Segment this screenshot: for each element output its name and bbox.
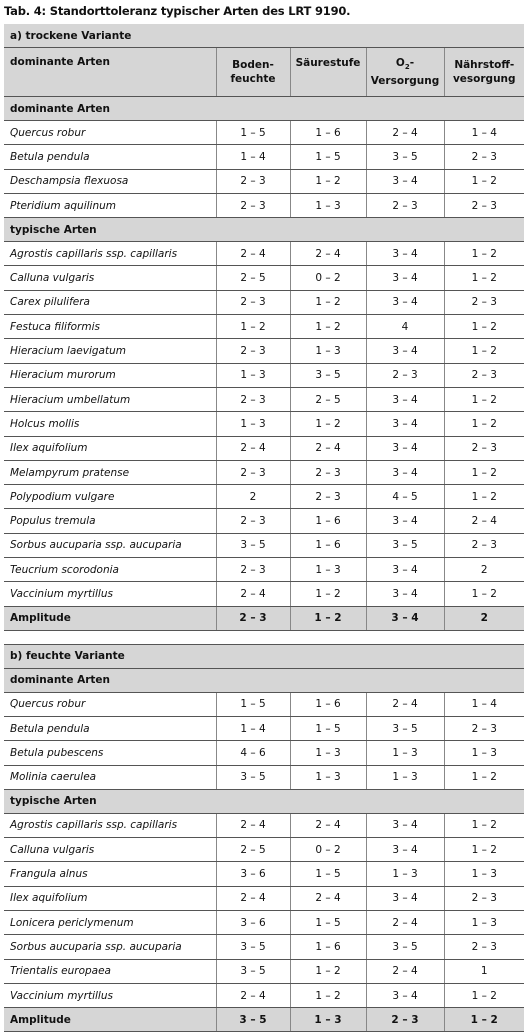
value-cell: 3 – 5 (290, 363, 366, 387)
value-cell: 4 – 6 (216, 741, 290, 765)
value-cell: 3 – 4 (366, 460, 444, 484)
value-cell: 3 – 4 (366, 242, 444, 266)
value-cell: 3 – 4 (366, 169, 444, 193)
header-o2-versorgung (366, 48, 444, 97)
value-cell: 1 – 6 (290, 509, 366, 533)
value-cell: 3 – 4 (366, 606, 444, 630)
value-cell: 2 – 3 (444, 436, 524, 460)
value-cell: 3 – 5 (366, 716, 444, 740)
value-cell: 2 – 4 (216, 242, 290, 266)
value-cell: 2 – 3 (444, 290, 524, 314)
table-row (4, 290, 524, 314)
value-cell: 3 – 4 (366, 387, 444, 411)
table-row (4, 838, 524, 862)
table-row (4, 533, 524, 557)
value-cell: 1 – 6 (290, 121, 366, 145)
section-label: b) feuchte Variante (4, 644, 524, 668)
value-cell: 0 – 2 (290, 266, 366, 290)
table-row (4, 509, 524, 533)
header-c3-post: - (409, 56, 415, 69)
value-cell: 2 – 3 (366, 363, 444, 387)
value-cell: 2 – 3 (216, 169, 290, 193)
value-cell: 2 – 3 (216, 606, 290, 630)
value-cell: 3 – 5 (216, 959, 290, 983)
table-body (4, 24, 524, 1032)
value-cell: 1 – 5 (290, 145, 366, 169)
header-c3-line2: Versorgung (370, 75, 440, 88)
value-cell: 1 – 2 (290, 169, 366, 193)
value-cell: 2 – 3 (366, 193, 444, 217)
value-cell: 1 – 2 (444, 315, 524, 339)
value-cell: 4 – 5 (366, 485, 444, 509)
species-name: Melampyrum pratense (4, 460, 216, 484)
value-cell: 2 – 3 (216, 460, 290, 484)
value-cell: 1 – 2 (444, 169, 524, 193)
value-cell: 1 – 4 (444, 692, 524, 716)
value-cell: 2 – 4 (216, 813, 290, 837)
value-cell: 3 – 4 (366, 339, 444, 363)
value-cell: 1 – 5 (216, 692, 290, 716)
amplitude-label: Amplitude (4, 606, 216, 630)
value-cell: 1 (444, 959, 524, 983)
value-cell: 4 (366, 315, 444, 339)
value-cell: 3 – 4 (366, 983, 444, 1007)
species-name: Agrostis capillaris ssp. capillaris (4, 242, 216, 266)
value-cell: 2 – 3 (216, 290, 290, 314)
value-cell: 2 – 3 (216, 339, 290, 363)
section-header-a (4, 24, 524, 48)
value-cell: 3 – 5 (216, 1008, 290, 1032)
value-cell: 2 (444, 558, 524, 582)
species-name: Betula pubescens (4, 741, 216, 765)
table-row (4, 169, 524, 193)
header-saeurestufe: Säurestufe (290, 48, 366, 97)
table-row (4, 387, 524, 411)
value-cell: 2 – 4 (290, 813, 366, 837)
species-name: Populus tremula (4, 509, 216, 533)
value-cell: 2 – 4 (216, 983, 290, 1007)
species-name: Hieracium umbellatum (4, 387, 216, 411)
value-cell: 1 – 2 (290, 315, 366, 339)
spacer-cell (4, 630, 524, 644)
value-cell: 2 – 3 (216, 387, 290, 411)
value-cell: 3 – 5 (366, 145, 444, 169)
value-cell: 1 – 3 (290, 765, 366, 789)
value-cell: 2 – 4 (216, 582, 290, 606)
value-cell: 3 – 6 (216, 911, 290, 935)
value-cell: 3 – 4 (366, 290, 444, 314)
value-cell: 1 – 5 (216, 121, 290, 145)
table-row (4, 813, 524, 837)
value-cell: 1 – 2 (290, 412, 366, 436)
species-name: Trientalis europaea (4, 959, 216, 983)
table-row (4, 558, 524, 582)
value-cell: 2 – 4 (366, 121, 444, 145)
value-cell: 3 – 4 (366, 436, 444, 460)
species-name: Deschampsia flexuosa (4, 169, 216, 193)
amplitude-row (4, 606, 524, 630)
species-name: Polypodium vulgare (4, 485, 216, 509)
value-cell: 2 – 5 (216, 838, 290, 862)
value-cell: 1 – 3 (366, 862, 444, 886)
header-c4-line1: Nährstoff- (454, 59, 515, 71)
value-cell: 2 – 3 (366, 1008, 444, 1032)
species-name: Holcus mollis (4, 412, 216, 436)
value-cell: 2 – 3 (216, 558, 290, 582)
value-cell: 1 – 6 (290, 533, 366, 557)
value-cell: 1 – 6 (290, 935, 366, 959)
value-cell: 1 – 2 (444, 242, 524, 266)
table-row (4, 266, 524, 290)
value-cell: 1 – 2 (444, 460, 524, 484)
species-name: Vaccinium myrtillus (4, 582, 216, 606)
value-cell: 2 – 3 (216, 509, 290, 533)
species-name: Pteridium aquilinum (4, 193, 216, 217)
table-row (4, 145, 524, 169)
header-c1-line1: Boden- (232, 59, 274, 71)
value-cell: 2 – 4 (216, 436, 290, 460)
table-row (4, 959, 524, 983)
value-cell: 1 – 2 (216, 315, 290, 339)
section-label: a) trockene Variante (4, 24, 524, 48)
value-cell: 1 – 2 (290, 606, 366, 630)
value-cell: 1 – 5 (290, 716, 366, 740)
table-row (4, 935, 524, 959)
value-cell: 2 – 3 (444, 193, 524, 217)
subsection-header (4, 218, 524, 242)
value-cell: 1 – 2 (290, 582, 366, 606)
subsection-label: typische Arten (4, 789, 524, 813)
value-cell: 2 – 3 (444, 363, 524, 387)
tolerance-table (4, 24, 524, 1032)
species-name: Quercus robur (4, 121, 216, 145)
value-cell: 1 – 2 (444, 582, 524, 606)
species-name: Sorbus aucuparia ssp. aucuparia (4, 935, 216, 959)
value-cell: 1 – 3 (290, 339, 366, 363)
header-naehrstoff (444, 48, 524, 97)
value-cell: 1 – 3 (366, 741, 444, 765)
species-name: Carex pilulifera (4, 290, 216, 314)
value-cell: 2 – 4 (366, 911, 444, 935)
table-row (4, 436, 524, 460)
table-row (4, 193, 524, 217)
value-cell: 3 – 5 (366, 533, 444, 557)
value-cell: 1 – 3 (290, 558, 366, 582)
value-cell: 3 – 5 (366, 935, 444, 959)
value-cell: 2 – 4 (366, 692, 444, 716)
species-name: Ilex aquifolium (4, 886, 216, 910)
value-cell: 2 – 4 (366, 959, 444, 983)
section-spacer (4, 630, 524, 644)
value-cell: 3 – 5 (216, 935, 290, 959)
header-c4-line2: vesorgung (452, 73, 516, 85)
value-cell: 2 – 4 (216, 886, 290, 910)
value-cell: 2 – 4 (290, 886, 366, 910)
table-row (4, 582, 524, 606)
value-cell: 1 – 3 (444, 862, 524, 886)
table-row (4, 983, 524, 1007)
value-cell: 2 (444, 606, 524, 630)
value-cell: 1 – 4 (216, 716, 290, 740)
species-name: Lonicera periclymenum (4, 911, 216, 935)
column-header-row (4, 48, 524, 97)
value-cell: 2 – 5 (290, 387, 366, 411)
table-row (4, 412, 524, 436)
species-name: Calluna vulgaris (4, 266, 216, 290)
table-row (4, 339, 524, 363)
table-row (4, 363, 524, 387)
value-cell: 1 – 2 (444, 765, 524, 789)
value-cell: 0 – 2 (290, 838, 366, 862)
value-cell: 1 – 2 (444, 412, 524, 436)
amplitude-row (4, 1008, 524, 1032)
value-cell: 3 – 4 (366, 813, 444, 837)
value-cell: 1 – 3 (216, 412, 290, 436)
value-cell: 2 – 4 (290, 436, 366, 460)
value-cell: 3 – 4 (366, 886, 444, 910)
species-name: Betula pendula (4, 145, 216, 169)
value-cell: 1 – 4 (444, 121, 524, 145)
value-cell: 3 – 4 (366, 509, 444, 533)
value-cell: 1 – 6 (290, 692, 366, 716)
value-cell: 1 – 2 (444, 266, 524, 290)
table-row (4, 485, 524, 509)
species-name: Sorbus aucuparia ssp. aucuparia (4, 533, 216, 557)
value-cell: 2 – 4 (290, 242, 366, 266)
header-bodenfeuchte (216, 48, 290, 97)
amplitude-label: Amplitude (4, 1008, 216, 1032)
value-cell: 1 – 2 (444, 813, 524, 837)
species-name: Vaccinium myrtillus (4, 983, 216, 1007)
value-cell: 2 – 3 (444, 886, 524, 910)
species-name: Teucrium scorodonia (4, 558, 216, 582)
subsection-label: dominante Arten (4, 97, 524, 121)
value-cell: 1 – 2 (444, 983, 524, 1007)
value-cell: 1 – 5 (290, 862, 366, 886)
value-cell: 2 – 3 (444, 716, 524, 740)
value-cell: 1 – 3 (366, 765, 444, 789)
value-cell: 1 – 2 (290, 959, 366, 983)
value-cell: 3 – 6 (216, 862, 290, 886)
value-cell: 2 – 3 (444, 145, 524, 169)
species-name: Festuca filiformis (4, 315, 216, 339)
subsection-header (4, 668, 524, 692)
header-c3-sub: 2 (404, 63, 410, 72)
value-cell: 1 – 2 (444, 1008, 524, 1032)
table-row (4, 460, 524, 484)
value-cell: 1 – 2 (290, 290, 366, 314)
table-row (4, 862, 524, 886)
header-c3-pre: O (395, 56, 405, 69)
species-name: Betula pendula (4, 716, 216, 740)
value-cell: 1 – 2 (444, 339, 524, 363)
value-cell: 2 – 3 (290, 485, 366, 509)
value-cell: 1 – 3 (444, 911, 524, 935)
table-row (4, 765, 524, 789)
value-cell: 2 – 4 (444, 509, 524, 533)
table-caption: Tab. 4: Standorttoleranz typischer Arten des LRT 9190. (4, 4, 351, 18)
species-name: Frangula alnus (4, 862, 216, 886)
subsection-header (4, 789, 524, 813)
value-cell: 3 – 4 (366, 266, 444, 290)
value-cell: 2 – 5 (216, 266, 290, 290)
value-cell: 1 – 3 (444, 741, 524, 765)
value-cell: 3 – 4 (366, 558, 444, 582)
value-cell: 3 – 5 (216, 533, 290, 557)
subsection-header (4, 97, 524, 121)
value-cell: 2 (216, 485, 290, 509)
value-cell: 2 – 3 (290, 460, 366, 484)
value-cell: 3 – 4 (366, 582, 444, 606)
value-cell: 1 – 2 (444, 838, 524, 862)
value-cell: 2 – 3 (444, 935, 524, 959)
header-species: dominante Arten (4, 48, 216, 97)
species-name: Agrostis capillaris ssp. capillaris (4, 813, 216, 837)
table-row (4, 315, 524, 339)
subsection-label: typische Arten (4, 218, 524, 242)
table-row (4, 911, 524, 935)
species-name: Hieracium laevigatum (4, 339, 216, 363)
value-cell: 1 – 5 (290, 911, 366, 935)
species-name: Ilex aquifolium (4, 436, 216, 460)
table-row (4, 741, 524, 765)
table-row (4, 121, 524, 145)
value-cell: 1 – 2 (290, 983, 366, 1007)
value-cell: 1 – 2 (444, 485, 524, 509)
subsection-label: dominante Arten (4, 668, 524, 692)
value-cell: 1 – 3 (290, 193, 366, 217)
species-name: Hieracium murorum (4, 363, 216, 387)
header-c1-line2: feuchte (230, 73, 276, 85)
value-cell: 3 – 4 (366, 838, 444, 862)
value-cell: 1 – 4 (216, 145, 290, 169)
species-name: Molinia caerulea (4, 765, 216, 789)
value-cell: 1 – 3 (290, 1008, 366, 1032)
table-row (4, 716, 524, 740)
value-cell: 2 – 3 (216, 193, 290, 217)
value-cell: 3 – 5 (216, 765, 290, 789)
species-name: Quercus robur (4, 692, 216, 716)
value-cell: 1 – 3 (290, 741, 366, 765)
section-header-b (4, 644, 524, 668)
value-cell: 1 – 2 (444, 387, 524, 411)
table-row (4, 242, 524, 266)
species-name: Calluna vulgaris (4, 838, 216, 862)
table-row (4, 886, 524, 910)
table-row (4, 692, 524, 716)
value-cell: 3 – 4 (366, 412, 444, 436)
value-cell: 1 – 3 (216, 363, 290, 387)
value-cell: 2 – 3 (444, 533, 524, 557)
